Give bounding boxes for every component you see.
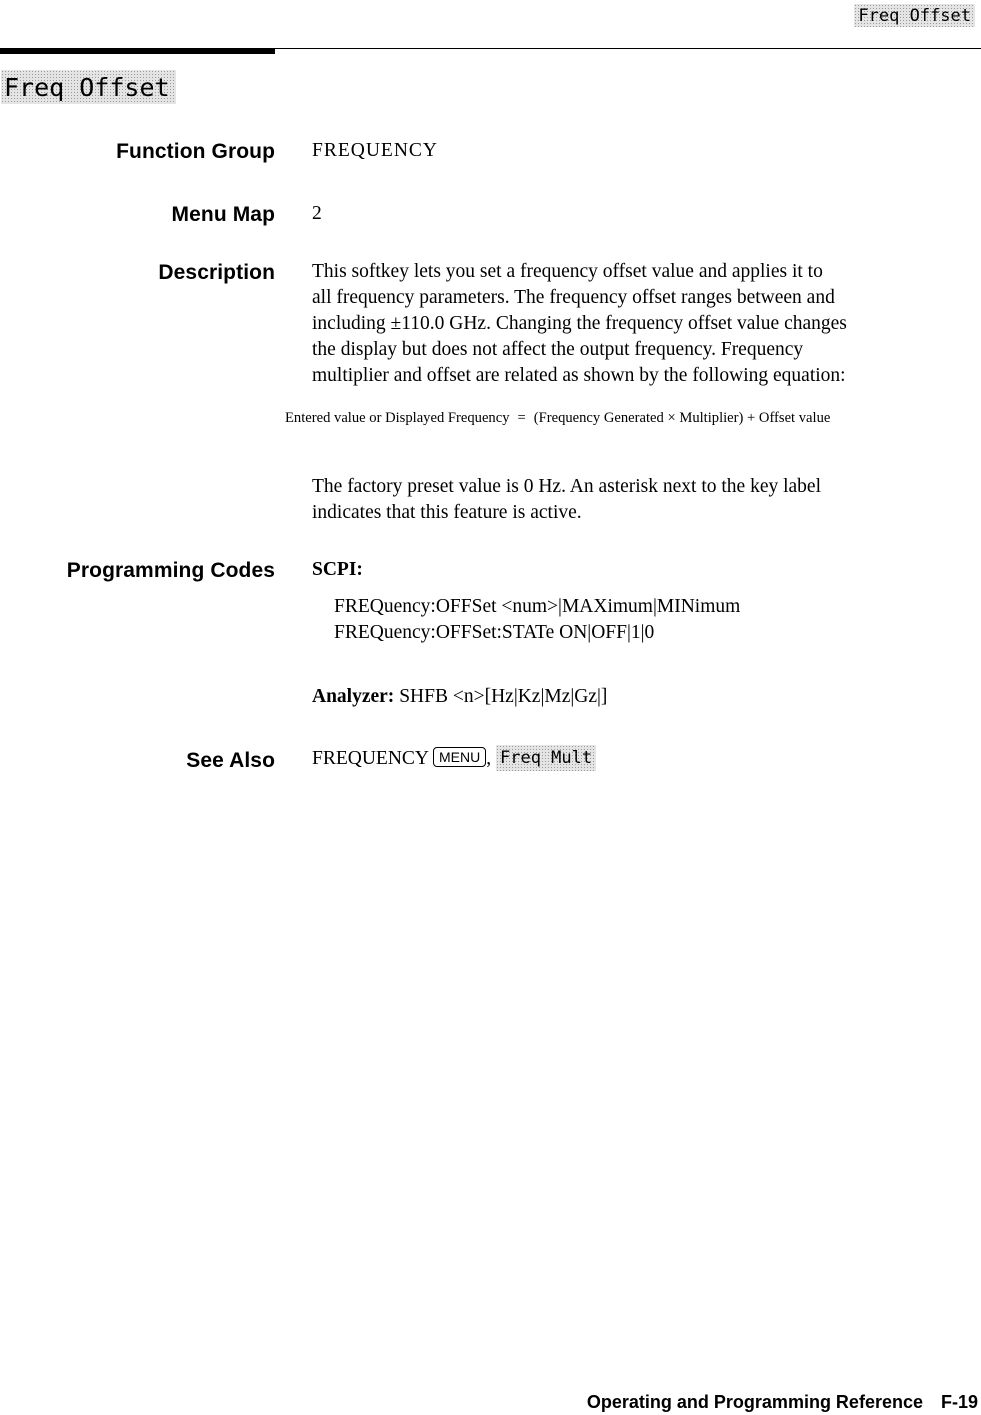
page-title: Freq Offset [1, 70, 176, 104]
scpi-heading: SCPI: [312, 559, 363, 580]
menu-hardkey: MENU [433, 747, 486, 767]
page-footer [587, 1392, 978, 1413]
header-rule-thin [275, 48, 981, 49]
footer-title: Operating and Programming Reference [586, 1392, 923, 1412]
preset-line: indicates that this feature is active. [312, 502, 582, 523]
description-label: Description [158, 261, 275, 284]
see-also-prefix: FREQUENCY [312, 748, 430, 769]
equation-equals: = [517, 410, 526, 426]
menu-map-value: 2 [312, 203, 322, 224]
description-line: the display but does not affect the output frequency. Frequency [312, 339, 804, 360]
function-group-value: FREQUENCY [312, 140, 439, 161]
see-also-value [312, 745, 596, 772]
scpi-command: FREQuency:OFFSet <num>|MAXimum|MINimum [334, 596, 741, 617]
scpi-command: FREQuency:OFFSet:STATe ON|OFF|1|0 [334, 622, 655, 643]
menu-map-label: Menu Map [171, 203, 275, 226]
description-line: all frequency parameters. The frequency offset ranges between and [312, 287, 835, 308]
freq-mult-softkey: Freq Mult [496, 745, 596, 771]
description-line: including ±110.0 GHz. Changing the frequency offset value changes [312, 313, 847, 334]
see-also-separator: , [486, 748, 492, 769]
function-group-label: Function Group [116, 140, 275, 163]
analyzer-command: SHFB <n>[Hz|Kz|Mz|Gz|] [399, 686, 608, 707]
analyzer-label: Analyzer: [312, 686, 395, 707]
equation-right: (Frequency Generated × Multiplier) + Offset value [533, 410, 831, 426]
header-softkey-label: Freq Offset [854, 4, 975, 27]
see-also-label: See Also [186, 749, 275, 772]
preset-line: The factory preset value is 0 Hz. An asterisk next to the key label [312, 476, 821, 497]
offset-equation [285, 410, 981, 427]
equation-left: Entered value or Displayed Frequency [285, 410, 510, 426]
description-text [312, 259, 972, 389]
preset-text [312, 474, 821, 526]
scpi-code-block [334, 594, 740, 646]
description-line: multiplier and offset are related as shown by the following equation: [312, 365, 846, 386]
header-rule-thick [0, 48, 275, 54]
analyzer-code-line [312, 684, 607, 710]
description-line: This softkey lets you set a frequency offset value and applies it to [312, 261, 823, 282]
programming-codes-label: Programming Codes [66, 559, 275, 582]
page-number: F-19 [940, 1392, 978, 1412]
